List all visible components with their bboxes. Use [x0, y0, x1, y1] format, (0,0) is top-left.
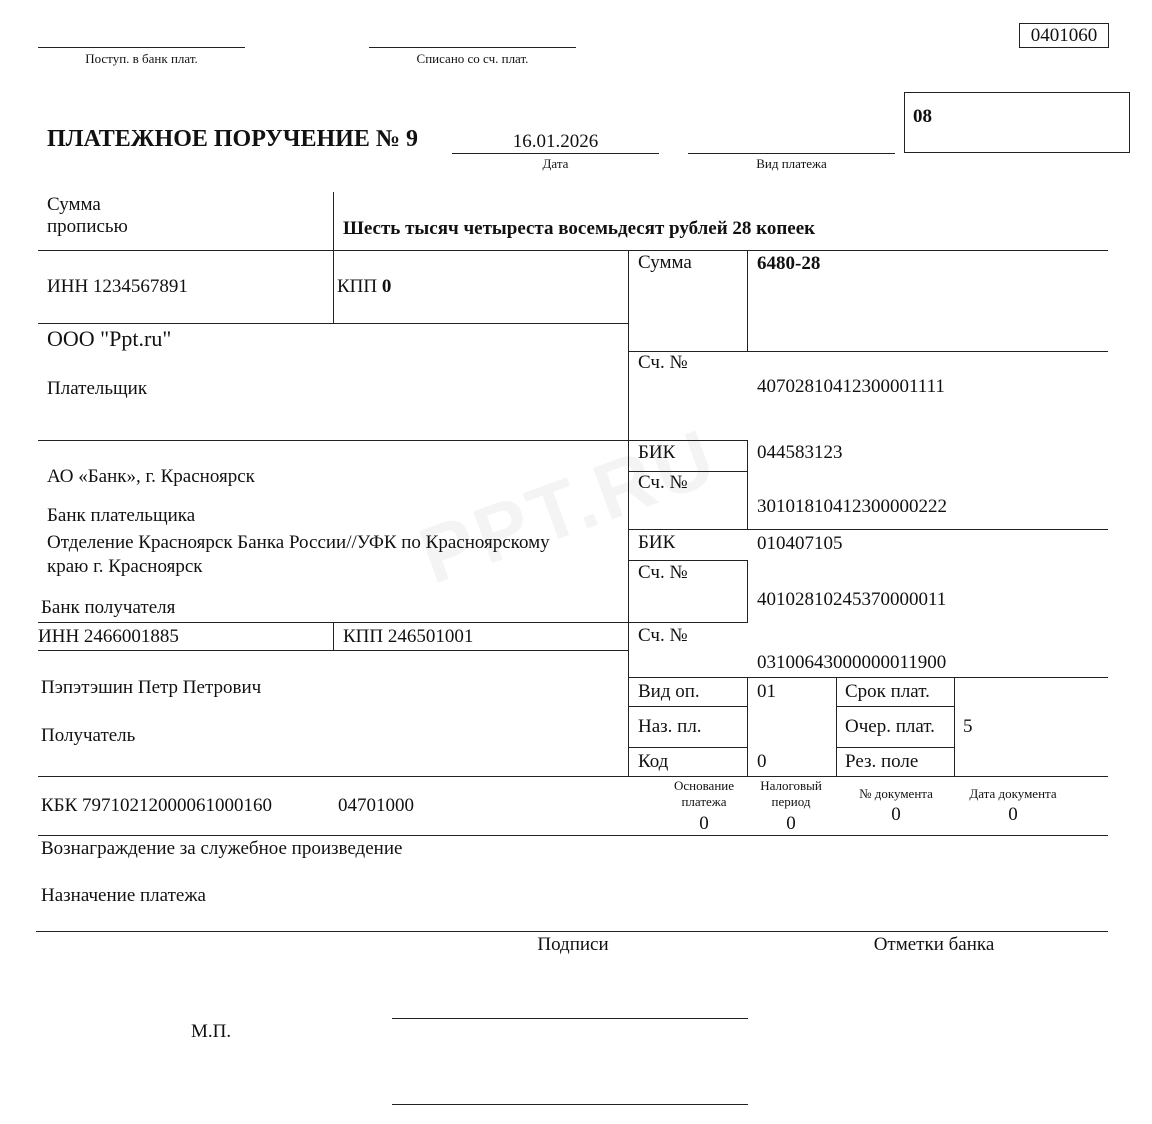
divider [38, 835, 1108, 836]
divider [628, 351, 1108, 352]
oktmo: 04701000 [338, 795, 414, 816]
divider [38, 622, 748, 623]
amount-words-label: Сумма прописью [47, 194, 128, 237]
divider [836, 677, 837, 776]
divider [36, 931, 1108, 932]
date-value: 16.01.2026 [512, 131, 599, 152]
recipient-bik-value: 010407105 [757, 533, 843, 554]
payment-type-label: Вид платежа [756, 156, 827, 171]
divider [333, 250, 334, 323]
payer-bank-acc-value: 30101810412300000222 [757, 496, 947, 517]
divider [38, 250, 1108, 251]
divider [38, 440, 748, 441]
divider [747, 440, 748, 530]
received-line [38, 47, 245, 48]
payer-bank-name: АО «Банк», г. Красноярск [47, 466, 255, 487]
doc-no-label: № документа [859, 786, 933, 801]
recipient-bank-name-2: краю г. Красноярск [47, 556, 203, 577]
priority-value: 5 [963, 716, 973, 737]
doc-no-value: 0 [891, 804, 901, 825]
amount-value: 6480-28 [757, 253, 821, 274]
divider [747, 250, 748, 352]
recipient-bank-acc-label: Сч. № [638, 562, 688, 583]
debited-line [369, 47, 576, 48]
divider [628, 529, 1108, 530]
recipient-name: Пэпэтэшин Петр Петрович [41, 677, 262, 698]
divider [628, 560, 748, 561]
recipient-label: Получатель [41, 725, 136, 746]
purpose-type-label: Наз. пл. [638, 716, 702, 737]
payer-bik-label: БИК [638, 442, 676, 463]
divider [628, 706, 748, 707]
divider [38, 776, 1108, 777]
doc-date-label: Дата документа [969, 786, 1057, 801]
due-label: Срок плат. [845, 681, 930, 702]
recipient-bik-label: БИК [638, 532, 676, 553]
received-label: Поступ. в банк плат. [85, 51, 198, 66]
period-value: 0 [786, 813, 796, 834]
date-line [452, 153, 659, 154]
code-value: 0 [757, 751, 767, 772]
recipient-bank-acc-value: 40102810245370000011 [757, 589, 947, 610]
signature-line-2 [392, 1104, 748, 1105]
form-code: 0401060 [1019, 23, 1109, 48]
divider [747, 560, 748, 623]
purpose-label: Назначение платежа [41, 885, 206, 906]
payer-name: ООО "Ppt.ru" [47, 326, 172, 351]
recipient-acc-value: 03100643000000011900 [757, 652, 947, 673]
recipient-bank-name: Отделение Красноярск Банка России//УФК по Красноярскому [47, 532, 550, 553]
period-label: Налоговый период [760, 778, 822, 809]
recipient-acc-label: Сч. № [638, 625, 688, 646]
stamp-label: М.П. [191, 1021, 232, 1042]
payer-bank-label: Банк плательщика [47, 505, 196, 526]
divider [954, 677, 955, 776]
status-code-box: 08 [904, 92, 1130, 153]
recipient-bank-label: Банк получателя [41, 597, 176, 618]
payer-label: Плательщик [47, 378, 148, 399]
divider [747, 677, 748, 776]
recipient-kpp: КПП 246501001 [343, 626, 474, 647]
divider [333, 622, 334, 650]
document-title: ПЛАТЕЖНОЕ ПОРУЧЕНИЕ № 9 [47, 126, 418, 152]
amount-words-value: Шесть тысяч четыреста восемьдесят рублей 28 копеек [343, 218, 816, 239]
recipient-inn: ИНН 2466001885 [38, 626, 179, 647]
amount-label: Сумма [638, 252, 692, 273]
op-type-value: 01 [757, 681, 776, 702]
payment-type-line [688, 153, 895, 154]
reserve-label: Рез. поле [845, 751, 919, 772]
divider [628, 747, 748, 748]
payer-account-label: Сч. № [638, 352, 688, 373]
priority-label: Очер. плат. [845, 716, 935, 737]
payer-inn: ИНН 1234567891 [47, 276, 188, 297]
payer-bik-value: 044583123 [757, 442, 843, 463]
op-type-label: Вид оп. [638, 681, 700, 702]
divider [628, 250, 629, 776]
payer-account-value: 40702810412300001111 [757, 376, 945, 397]
divider [38, 650, 628, 651]
signature-line-1 [392, 1018, 748, 1019]
basis-label: Основание платежа [673, 778, 735, 809]
doc-date-value: 0 [1008, 804, 1018, 825]
payer-kpp: КПП 0 [337, 276, 392, 297]
divider [836, 706, 954, 707]
date-label: Дата [542, 156, 569, 171]
bank-marks-label: Отметки банка [873, 934, 995, 955]
kbk: КБК 79710212000061000160 [41, 795, 273, 816]
code-label: Код [638, 751, 669, 772]
signatures-label: Подписи [537, 934, 609, 955]
divider [38, 323, 628, 324]
divider [836, 747, 954, 748]
basis-value: 0 [699, 813, 709, 834]
divider [628, 677, 1108, 678]
debited-label: Списано со сч. плат. [416, 51, 529, 66]
divider [333, 192, 334, 250]
purpose-text: Вознаграждение за служебное произведение [41, 838, 403, 859]
payer-bank-acc-label: Сч. № [638, 472, 688, 493]
